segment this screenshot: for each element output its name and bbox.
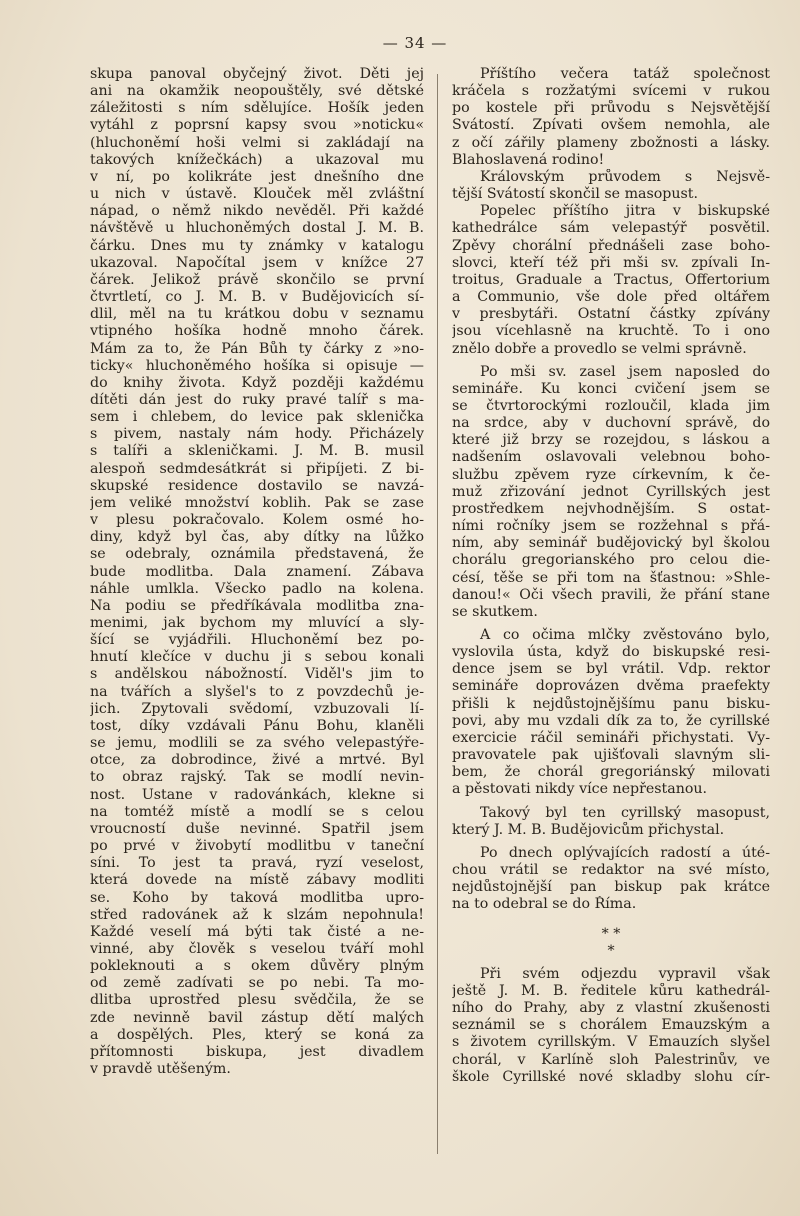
text-line: nejdůstojnější pan biskup pak krátce bbox=[452, 879, 770, 896]
text-line: * bbox=[607, 942, 615, 959]
text-line: skupské residence dostavilo se navzá- bbox=[90, 477, 424, 494]
text-line: která dovede na místě zábavy modliti bbox=[90, 872, 424, 889]
text-line: se čtvrtorockými rozloučil, klada jim bbox=[452, 397, 770, 414]
text-line: ukazoval. Napočítal jsem v knížce 27 bbox=[90, 254, 424, 271]
text-line: diny, když byl čas, aby dítky na lůžko bbox=[90, 529, 424, 546]
text-line: tější Svátostí skončil se masopust. bbox=[452, 186, 699, 203]
text-line: a dospělých. Ples, který se koná za bbox=[90, 1026, 424, 1043]
text-line: Popelec příštího jitra v biskupské bbox=[480, 203, 770, 220]
text-line: čárku. Dnes mu ty známky v katalogu bbox=[90, 237, 424, 254]
text-line: a Communio, vše dole před oltářem bbox=[452, 289, 770, 306]
text-line: službu zpěvem ryze církevním, k če- bbox=[452, 466, 770, 483]
text-line: dlitba uprostřed plesu svědčila, že se bbox=[90, 992, 424, 1009]
text-line: na to odebral se do Říma. bbox=[452, 896, 637, 913]
text-line: Po dnech oplývajících radostí a úté- bbox=[480, 844, 770, 861]
text-line: Blahoslavená rodino! bbox=[452, 151, 605, 168]
text-line: nadšením oslavovali velebnou boho- bbox=[452, 449, 770, 466]
text-line: škole Cyrillské nové skladby slohu cír- bbox=[452, 1068, 770, 1085]
text-line: vyslovila ústa, když do biskupské resi- bbox=[452, 644, 770, 661]
text-line: po kostele při průvodu s Nejsvětější bbox=[452, 100, 770, 117]
text-line: který J. M. B. Budějovicům přichystal. bbox=[452, 821, 725, 838]
text-line: s talíři a skleničkami. J. M. B. musil bbox=[90, 443, 424, 460]
right-column bbox=[452, 66, 770, 1086]
text-line: na srdce, aby v duchovní správě, do bbox=[452, 415, 770, 432]
text-line: bude modlitba. Dala znamení. Zábava bbox=[90, 563, 424, 580]
text-line: síni. To jest ta pravá, ryzí veselost, bbox=[90, 855, 424, 872]
text-line: s andělskou nábožností. Viděl's jim to bbox=[90, 666, 424, 683]
text-line: návštěvě u hluchoněmých dostal J. M. B. bbox=[90, 220, 424, 237]
text-line: hnutí klečíce v duchu ji s sebou konali bbox=[90, 649, 424, 666]
text-line: dence jsem se byl vrátil. Vdp. rektor bbox=[452, 661, 770, 678]
text-line: po prvé v živobytí modlitbu v taneční bbox=[90, 838, 424, 855]
text-line: ani na okamžik neopouštěly, své dětské bbox=[90, 83, 424, 100]
text-line: césí, těše se při tom na šťastnou: »Shle- bbox=[452, 569, 770, 586]
text-line: takových knížečkách) a ukazoval mu bbox=[90, 151, 424, 168]
text-line: kathedrálce sám velepastýř posvětil. bbox=[452, 220, 770, 237]
text-line: Při svém odjezdu vypravil však bbox=[480, 965, 770, 982]
text-line: muž zřizování jednot Cyrillských jest bbox=[452, 483, 770, 500]
text-line: danou!« Oči všech pravili, že přání stane bbox=[452, 586, 770, 603]
text-line: tost, díky vzdávali Pánu Bohu, klaněli bbox=[90, 717, 424, 734]
text-line: seznámil se s chorálem Emauzským a bbox=[452, 1017, 770, 1034]
text-line: v presbytáři. Ostatní částky zpívány bbox=[452, 306, 770, 323]
text-line: dítěti dán jest do ruky pravé talíř s ma- bbox=[90, 391, 424, 408]
text-line: ticky« hluchoněmého hošíka si opisuje — bbox=[90, 357, 424, 374]
text-line: Svátostí. Zpívati ovšem nemohla, ale bbox=[452, 117, 770, 134]
text-line: a pěstovati nikdy více nepřestanou. bbox=[452, 781, 708, 798]
text-line: dlil, měl na tu krátkou dobu v seznamu bbox=[90, 306, 424, 323]
text-line: Po mši sv. zasel jsem naposled do bbox=[480, 363, 770, 380]
text-line: jem veliké množství koblih. Pak se zase bbox=[90, 494, 424, 511]
text-line: Každé veselí má býti tak čisté a ne- bbox=[90, 923, 424, 940]
text-line: vytáhl z poprsní kapsy svou »noticku« bbox=[90, 117, 424, 134]
text-line: od země zadívati se po nebi. Ta mo- bbox=[90, 975, 424, 992]
text-line: vtipného hošíka hodně mnoho čárek. bbox=[90, 323, 424, 340]
text-line: semináře doprovázen dvěma praefekty bbox=[452, 678, 770, 695]
text-line: které již brzy se rozejdou, s láskou a bbox=[452, 432, 770, 449]
text-line: Zpěvy chorální přednášeli zase boho- bbox=[452, 237, 770, 254]
text-line: menimi, jak bychom my mluvící a sly- bbox=[90, 615, 424, 631]
text-line: Takový byl ten cyrillský masopust, bbox=[480, 804, 770, 821]
text-line: přišli k nejdůstojnějšímu panu bisku- bbox=[452, 695, 770, 712]
text-line: pokleknouti a s okem důvěry plným bbox=[90, 958, 424, 975]
text-line: střed radovánek až k slzám nepohnula! bbox=[90, 906, 424, 923]
text-line: chorál, v Karlíně sloh Palestrinův, ve bbox=[452, 1051, 770, 1068]
text-line: čtvrtletí, co J. M. B. v Budějovicích sí- bbox=[90, 289, 424, 306]
text-line: bem, že chorál gregoriánský milovati bbox=[452, 764, 770, 781]
page-number: — 34 — bbox=[382, 34, 448, 52]
text-line: povi, aby mu vzdali dík za to, že cyrillské bbox=[452, 712, 770, 729]
text-line: skupa panoval obyčejný život. Děti jej bbox=[90, 66, 424, 82]
text-line: se skutkem. bbox=[452, 603, 538, 620]
text-line: ního do Prahy, aby z vlastní zkušenosti bbox=[452, 1000, 770, 1017]
text-line: Příštího večera tatáž společnost bbox=[480, 66, 770, 82]
text-line: slovci, kteří též při mši sv. zpívali In- bbox=[452, 254, 770, 271]
text-line: čárek. Jelikož právě skončilo se první bbox=[90, 271, 424, 288]
text-line: znělo dobře a provedlo se velmi správně. bbox=[452, 340, 747, 357]
text-line: z očí zářily plameny zbožnosti a lásky. bbox=[452, 134, 770, 151]
text-line: jsou vícehlasně na kruchtě. To i ono bbox=[452, 323, 770, 340]
text-line: ními ročníky jsem se rozžehnal s přá- bbox=[452, 518, 770, 535]
text-line: zde nevinně bavil zástup dětí malých bbox=[90, 1009, 424, 1026]
text-line: (hluchoněmí hoši velmi si zakládají na bbox=[90, 134, 424, 151]
text-line: u nich v ústavě. Klouček měl zvláštní bbox=[90, 186, 424, 203]
text-line: s životem cyrillským. V Emauzích slyšel bbox=[452, 1034, 770, 1051]
text-line: se odebraly, oznámila představená, že bbox=[90, 546, 424, 563]
left-column bbox=[90, 66, 424, 1078]
text-line: semináře. Ku konci cvičení jsem se bbox=[452, 380, 770, 397]
text-line: vinné, aby člověk s veselou tváří mohl bbox=[90, 940, 424, 957]
text-line: šící se vyjádřili. Hluchoněmí bez po- bbox=[90, 632, 424, 649]
text-line: se jemu, modlili se za svého velepastýře- bbox=[90, 735, 424, 752]
text-line: Na podiu se předříkávala modlitba zna- bbox=[90, 597, 424, 614]
text-line: záležitosti s ním sdělujíce. Hošík jeden bbox=[90, 100, 424, 117]
text-line: do knihy života. Když později každému bbox=[90, 374, 424, 391]
text-line: Mám za to, že Pán Bůh ty čárky z »no- bbox=[90, 340, 424, 357]
text-line: přítomnosti biskupa, jest divadlem bbox=[90, 1043, 424, 1060]
text-line: v ní, po kolikráte jest dnešního dne bbox=[90, 168, 424, 185]
text-line: ním, aby seminář budějovický byl školou bbox=[452, 535, 770, 552]
text-line: s pivem, nastaly nám hody. Přicházely bbox=[90, 426, 424, 443]
text-line: vroucností duše nevinné. Spatřil jsem bbox=[90, 820, 424, 837]
text-line: v pravdě utěšeným. bbox=[90, 1061, 231, 1078]
text-line: * * bbox=[601, 925, 621, 942]
text-line: pravovatele pak ujišťovali slavným sli- bbox=[452, 747, 770, 764]
text-line: chou vrátil se redaktor na své místo, bbox=[452, 862, 770, 879]
text-line: prostředkem nejvhodnějším. S ostat- bbox=[452, 500, 770, 517]
text-line: se. Koho by taková modlitba upro- bbox=[90, 889, 424, 906]
text-line: v plesu pokračovalo. Kolem osmé ho- bbox=[90, 512, 424, 529]
text-line: na tvářích a slyšel's to z povzdechů je- bbox=[90, 683, 424, 700]
text-line: troitus, Graduale a Tractus, Offertorium bbox=[452, 271, 770, 288]
text-line: Královským průvodem s Nejsvě- bbox=[480, 168, 770, 185]
text-line: jich. Zpytovali svědomí, vzbuzovali lí- bbox=[90, 700, 424, 717]
text-line: kráčela s rozžatými svícemi v rukou bbox=[452, 83, 770, 100]
text-line: sem i chlebem, do levice pak sklenička bbox=[90, 409, 424, 426]
text-line: ještě J. M. B. ředitele kůru kathedrál- bbox=[452, 982, 770, 999]
text-line: otce, za dobrodince, živé a mrtvé. Byl bbox=[90, 752, 424, 769]
text-line: náhle umlkla. Všecko padlo na kolena. bbox=[90, 580, 424, 597]
text-line: A co očima mlčky zvěstováno bylo, bbox=[480, 627, 770, 643]
text-line: nápad, o němž nikdo nevěděl. Při každé bbox=[90, 203, 424, 220]
column-divider bbox=[437, 74, 438, 1154]
text-line: alespoň sedmdesátkrát si připíjeti. Z bi- bbox=[90, 460, 424, 477]
text-line: exercicie ráčil semináři přichystati. Vy- bbox=[452, 729, 770, 746]
text-line: chorálu gregorianského pro celou die- bbox=[452, 552, 770, 569]
text-line: to obraz rajský. Tak se modlí nevin- bbox=[90, 769, 424, 786]
text-line: na tomtéž místě a modlí se s celou bbox=[90, 803, 424, 820]
text-line: nost. Ustane v radovánkách, klekne si bbox=[90, 786, 424, 803]
